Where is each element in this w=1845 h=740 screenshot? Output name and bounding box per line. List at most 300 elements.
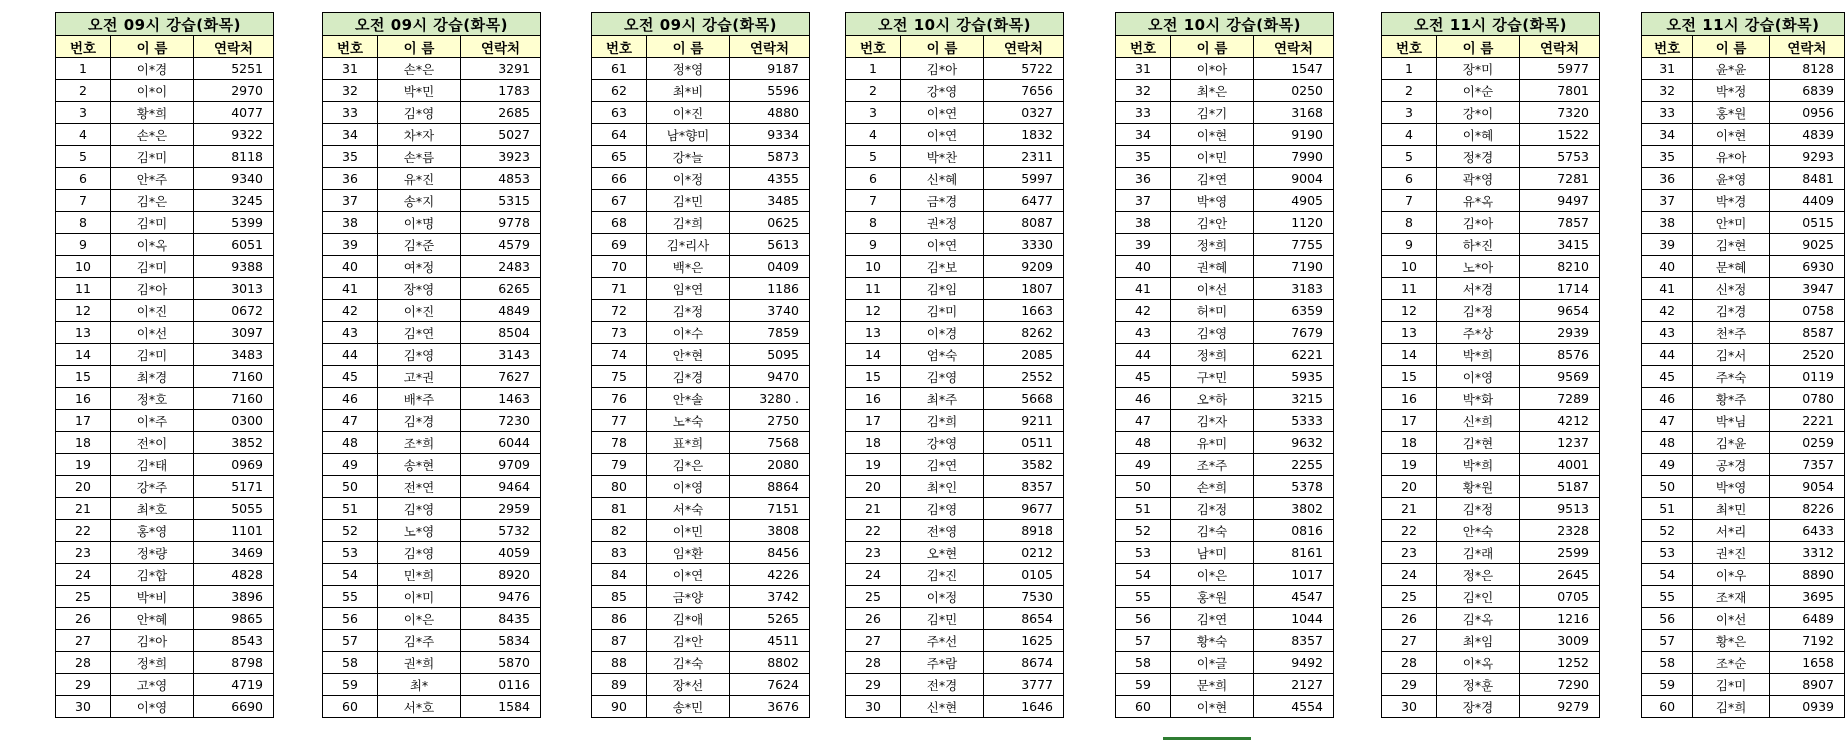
- member-name: 김*자: [1171, 410, 1254, 432]
- roster-table-3: [591, 12, 810, 718]
- table-row: [1642, 234, 1845, 256]
- member-phone: 5668: [984, 388, 1064, 410]
- table-row: [846, 696, 1064, 718]
- member-name: 이*연: [901, 234, 984, 256]
- table-row: [846, 432, 1064, 454]
- row-number: 37: [1642, 190, 1693, 212]
- member-name: 김*안: [1171, 212, 1254, 234]
- member-phone: 2255: [1254, 454, 1334, 476]
- member-name: 김*미: [111, 256, 194, 278]
- member-name: 김*영: [378, 344, 461, 366]
- member-phone: 3183: [1254, 278, 1334, 300]
- row-number: 17: [56, 410, 111, 432]
- row-number: 23: [846, 542, 901, 564]
- member-name: 이*현: [1171, 696, 1254, 718]
- member-phone: 1625: [984, 630, 1064, 652]
- member-name: 김*애: [647, 608, 730, 630]
- member-phone: 2959: [461, 498, 541, 520]
- member-name: 손*름: [378, 146, 461, 168]
- row-number: 18: [846, 432, 901, 454]
- table-row: [1382, 124, 1600, 146]
- row-number: 3: [1382, 102, 1437, 124]
- member-name: 김*연: [901, 454, 984, 476]
- table-row: [846, 300, 1064, 322]
- row-number: 90: [592, 696, 647, 718]
- member-name: 이*순: [1437, 80, 1520, 102]
- member-name: 김*경: [378, 410, 461, 432]
- table-row: [323, 652, 541, 674]
- member-name: 홍*원: [1171, 586, 1254, 608]
- table-row: [56, 388, 274, 410]
- member-phone: 3415: [1520, 234, 1600, 256]
- member-phone: 9211: [984, 410, 1064, 432]
- row-number: 43: [1642, 322, 1693, 344]
- table-row: [1382, 630, 1600, 652]
- row-number: 6: [1382, 168, 1437, 190]
- member-name: 최*경: [111, 366, 194, 388]
- member-name: 천*주: [1693, 322, 1769, 344]
- table-row: [1642, 146, 1845, 168]
- row-number: 25: [56, 586, 111, 608]
- member-name: 민*희: [378, 564, 461, 586]
- table-row: [323, 366, 541, 388]
- member-name: 이*경: [901, 322, 984, 344]
- row-number: 57: [1642, 630, 1693, 652]
- member-name: 김*영: [901, 498, 984, 520]
- member-phone: 8210: [1520, 256, 1600, 278]
- row-number: 73: [592, 322, 647, 344]
- table-row: [56, 696, 274, 718]
- member-name: 김*희: [901, 410, 984, 432]
- row-number: 19: [56, 454, 111, 476]
- member-phone: 1463: [461, 388, 541, 410]
- member-phone: 9476: [461, 586, 541, 608]
- row-number: 60: [1116, 696, 1171, 718]
- row-number: 16: [846, 388, 901, 410]
- table-row: [1382, 146, 1600, 168]
- table-row: [1642, 630, 1845, 652]
- member-name: 이*민: [1171, 146, 1254, 168]
- row-number: 36: [323, 168, 378, 190]
- row-number: 32: [1116, 80, 1171, 102]
- row-number: 4: [1382, 124, 1437, 146]
- table-row: [323, 212, 541, 234]
- row-number: 44: [323, 344, 378, 366]
- row-number: 56: [1642, 608, 1693, 630]
- header-name: 이 름: [901, 36, 984, 58]
- member-phone: 5333: [1254, 410, 1334, 432]
- table-title: 오전 09시 강습(화목): [323, 13, 541, 36]
- row-number: 77: [592, 410, 647, 432]
- member-name: 주*람: [901, 652, 984, 674]
- member-phone: 8890: [1769, 564, 1844, 586]
- member-name: 김*정: [1437, 300, 1520, 322]
- row-number: 56: [323, 608, 378, 630]
- table-row: [846, 410, 1064, 432]
- member-phone: 9340: [194, 168, 274, 190]
- member-name: 이*영: [647, 476, 730, 498]
- member-phone: 7281: [1520, 168, 1600, 190]
- member-phone: 5251: [194, 58, 274, 80]
- member-phone: 2127: [1254, 674, 1334, 696]
- table-row: [1116, 630, 1334, 652]
- member-name: 안*미: [1693, 212, 1769, 234]
- member-name: 김*은: [111, 190, 194, 212]
- member-name: 박*정: [1693, 80, 1769, 102]
- table-row: [56, 58, 274, 80]
- member-name: 김*희: [647, 212, 730, 234]
- member-phone: 8357: [1254, 630, 1334, 652]
- table-row: [1116, 344, 1334, 366]
- row-number: 47: [1642, 410, 1693, 432]
- row-number: 40: [1116, 256, 1171, 278]
- member-phone: 3695: [1769, 586, 1844, 608]
- row-number: 34: [1116, 124, 1171, 146]
- table-row: [323, 388, 541, 410]
- row-number: 1: [846, 58, 901, 80]
- row-number: 22: [56, 520, 111, 542]
- table-row: [846, 212, 1064, 234]
- member-name: 권*진: [1693, 542, 1769, 564]
- table-row: [323, 542, 541, 564]
- member-phone: 4853: [461, 168, 541, 190]
- member-name: 강*영: [901, 80, 984, 102]
- member-phone: 3896: [194, 586, 274, 608]
- member-phone: 1186: [730, 278, 810, 300]
- member-phone: 3808: [730, 520, 810, 542]
- row-number: 21: [56, 498, 111, 520]
- member-name: 김*진: [901, 564, 984, 586]
- member-name: 이*진: [647, 102, 730, 124]
- member-phone: 8456: [730, 542, 810, 564]
- member-phone: 9004: [1254, 168, 1334, 190]
- member-name: 박*영: [1171, 190, 1254, 212]
- member-phone: 0212: [984, 542, 1064, 564]
- member-phone: 5977: [1520, 58, 1600, 80]
- table-row: [592, 190, 810, 212]
- row-number: 55: [323, 586, 378, 608]
- member-phone: 1663: [984, 300, 1064, 322]
- row-number: 36: [1642, 168, 1693, 190]
- row-number: 82: [592, 520, 647, 542]
- table-row: [846, 498, 1064, 520]
- table-row: [323, 322, 541, 344]
- table-row: [592, 410, 810, 432]
- member-name: 권*혜: [1171, 256, 1254, 278]
- row-number: 66: [592, 168, 647, 190]
- row-number: 8: [846, 212, 901, 234]
- header-phone: 연락처: [730, 36, 810, 58]
- member-name: 김*미: [901, 300, 984, 322]
- member-phone: 8543: [194, 630, 274, 652]
- member-name: 권*정: [901, 212, 984, 234]
- member-phone: 7656: [984, 80, 1064, 102]
- member-name: 김*현: [1437, 432, 1520, 454]
- member-name: 남*향미: [647, 124, 730, 146]
- row-number: 17: [1382, 410, 1437, 432]
- row-number: 49: [323, 454, 378, 476]
- member-name: 이*민: [647, 520, 730, 542]
- member-phone: 6690: [194, 696, 274, 718]
- member-phone: 5095: [730, 344, 810, 366]
- member-name: 이*옥: [111, 234, 194, 256]
- member-name: 김*서: [1693, 344, 1769, 366]
- member-name: 이*글: [1171, 652, 1254, 674]
- member-phone: 8918: [984, 520, 1064, 542]
- member-phone: 1237: [1520, 432, 1600, 454]
- row-number: 30: [1382, 696, 1437, 718]
- member-phone: 9025: [1769, 234, 1844, 256]
- row-number: 83: [592, 542, 647, 564]
- table-row: [846, 652, 1064, 674]
- row-number: 27: [846, 630, 901, 652]
- member-phone: 5870: [461, 652, 541, 674]
- header-name: 이 름: [1437, 36, 1520, 58]
- row-number: 19: [846, 454, 901, 476]
- table-row: [56, 630, 274, 652]
- member-phone: 5171: [194, 476, 274, 498]
- member-name: 김*경: [647, 366, 730, 388]
- member-name: 문*희: [1171, 674, 1254, 696]
- table-row: [323, 586, 541, 608]
- member-phone: 3582: [984, 454, 1064, 476]
- table-row: [323, 256, 541, 278]
- member-name: 안*솔: [647, 388, 730, 410]
- member-name: 김*미: [1693, 674, 1769, 696]
- member-name: 황*숙: [1171, 630, 1254, 652]
- row-number: 18: [1382, 432, 1437, 454]
- row-number: 35: [323, 146, 378, 168]
- member-name: 송*지: [378, 190, 461, 212]
- member-phone: 8907: [1769, 674, 1844, 696]
- member-phone: 5613: [730, 234, 810, 256]
- member-name: 노*영: [378, 520, 461, 542]
- member-phone: 8864: [730, 476, 810, 498]
- row-number: 22: [1382, 520, 1437, 542]
- table-row: [592, 520, 810, 542]
- member-name: 이*진: [378, 300, 461, 322]
- member-phone: 7679: [1254, 322, 1334, 344]
- member-name: 안*숙: [1437, 520, 1520, 542]
- member-name: 유*진: [378, 168, 461, 190]
- member-phone: 6265: [461, 278, 541, 300]
- table-row: [1642, 124, 1845, 146]
- header-phone: 연락처: [461, 36, 541, 58]
- roster-table-5: [1115, 12, 1334, 718]
- member-phone: 4077: [194, 102, 274, 124]
- row-number: 19: [1382, 454, 1437, 476]
- member-phone: 7289: [1520, 388, 1600, 410]
- row-number: 8: [56, 212, 111, 234]
- row-number: 30: [846, 696, 901, 718]
- row-number: 3: [846, 102, 901, 124]
- row-number: 52: [1642, 520, 1693, 542]
- table-row: [323, 124, 541, 146]
- row-number: 14: [1382, 344, 1437, 366]
- table-row: [56, 520, 274, 542]
- member-name: 이*정: [901, 586, 984, 608]
- member-name: 여*정: [378, 256, 461, 278]
- table-row: [1116, 190, 1334, 212]
- member-phone: 3777: [984, 674, 1064, 696]
- row-number: 40: [323, 256, 378, 278]
- row-number: 17: [846, 410, 901, 432]
- member-name: 안*현: [647, 344, 730, 366]
- member-name: 송*민: [647, 696, 730, 718]
- member-phone: 4547: [1254, 586, 1334, 608]
- member-name: 손*은: [378, 58, 461, 80]
- table-row: [846, 256, 1064, 278]
- row-number: 31: [323, 58, 378, 80]
- row-number: 68: [592, 212, 647, 234]
- member-phone: 9497: [1520, 190, 1600, 212]
- member-phone: 2970: [194, 80, 274, 102]
- member-phone: 8435: [461, 608, 541, 630]
- table-row: [592, 102, 810, 124]
- table-row: [1382, 366, 1600, 388]
- table-row: [56, 212, 274, 234]
- table-row: [1116, 278, 1334, 300]
- row-number: 58: [1116, 652, 1171, 674]
- member-phone: 5997: [984, 168, 1064, 190]
- member-phone: 2080: [730, 454, 810, 476]
- member-name: 최*민: [1693, 498, 1769, 520]
- member-name: 안*주: [111, 168, 194, 190]
- row-number: 50: [323, 476, 378, 498]
- member-phone: 6839: [1769, 80, 1844, 102]
- member-phone: 9778: [461, 212, 541, 234]
- header-number: 번호: [1382, 36, 1437, 58]
- row-number: 21: [846, 498, 901, 520]
- table-row: [1116, 432, 1334, 454]
- row-number: 53: [1116, 542, 1171, 564]
- table-row: [323, 410, 541, 432]
- table-row: [1642, 476, 1845, 498]
- member-phone: 4905: [1254, 190, 1334, 212]
- member-name: 장*선: [647, 674, 730, 696]
- member-phone: 5399: [194, 212, 274, 234]
- row-number: 33: [323, 102, 378, 124]
- member-name: 홍*영: [111, 520, 194, 542]
- table-row: [1382, 102, 1600, 124]
- table-row: [1382, 344, 1600, 366]
- member-phone: 1017: [1254, 564, 1334, 586]
- table-row: [56, 168, 274, 190]
- table-row: [1116, 168, 1334, 190]
- member-name: 유*옥: [1437, 190, 1520, 212]
- member-name: 박*희: [1437, 344, 1520, 366]
- table-row: [846, 80, 1064, 102]
- table-row: [1116, 476, 1334, 498]
- table-row: [846, 168, 1064, 190]
- member-phone: 9190: [1254, 124, 1334, 146]
- row-number: 31: [1642, 58, 1693, 80]
- roster-table-2: [322, 12, 541, 718]
- header-number: 번호: [592, 36, 647, 58]
- row-number: 81: [592, 498, 647, 520]
- member-phone: 3740: [730, 300, 810, 322]
- table-row: [846, 190, 1064, 212]
- row-number: 18: [56, 432, 111, 454]
- member-name: 전*이: [111, 432, 194, 454]
- member-phone: 0511: [984, 432, 1064, 454]
- row-number: 49: [1116, 454, 1171, 476]
- member-phone: 5055: [194, 498, 274, 520]
- member-phone: 9054: [1769, 476, 1844, 498]
- member-phone: 1714: [1520, 278, 1600, 300]
- row-number: 53: [323, 542, 378, 564]
- member-phone: 3852: [194, 432, 274, 454]
- member-name: 정*영: [647, 58, 730, 80]
- row-number: 11: [846, 278, 901, 300]
- row-number: 12: [56, 300, 111, 322]
- member-name: 김*안: [647, 630, 730, 652]
- member-phone: 0625: [730, 212, 810, 234]
- table-row: [1642, 432, 1845, 454]
- member-phone: 8357: [984, 476, 1064, 498]
- member-name: 이*영: [1437, 366, 1520, 388]
- table-row: [323, 58, 541, 80]
- member-phone: 0105: [984, 564, 1064, 586]
- table-row: [592, 652, 810, 674]
- member-name: 이*영: [111, 696, 194, 718]
- member-name: 유*아: [1693, 146, 1769, 168]
- member-name: 장*미: [1437, 58, 1520, 80]
- member-phone: 8481: [1769, 168, 1844, 190]
- table-row: [1642, 366, 1845, 388]
- row-number: 33: [1116, 102, 1171, 124]
- row-number: 27: [56, 630, 111, 652]
- table-row: [846, 58, 1064, 80]
- member-name: 최*주: [901, 388, 984, 410]
- member-phone: 3312: [1769, 542, 1844, 564]
- member-phone: 6051: [194, 234, 274, 256]
- header-phone: 연락처: [1254, 36, 1334, 58]
- member-phone: 9464: [461, 476, 541, 498]
- member-phone: 1783: [461, 80, 541, 102]
- table-row: [592, 454, 810, 476]
- row-number: 42: [1642, 300, 1693, 322]
- table-row: [846, 322, 1064, 344]
- row-number: 26: [846, 608, 901, 630]
- table-row: [1382, 80, 1600, 102]
- member-name: 황*원: [1437, 476, 1520, 498]
- member-phone: 5265: [730, 608, 810, 630]
- member-name: 장*경: [1437, 696, 1520, 718]
- table-row: [1116, 256, 1334, 278]
- member-phone: 1807: [984, 278, 1064, 300]
- table-row: [1382, 58, 1600, 80]
- row-number: 65: [592, 146, 647, 168]
- member-name: 최*비: [647, 80, 730, 102]
- row-number: 86: [592, 608, 647, 630]
- table-row: [323, 696, 541, 718]
- table-row: [323, 146, 541, 168]
- member-name: 권*희: [378, 652, 461, 674]
- row-number: 51: [1116, 498, 1171, 520]
- table-row: [1116, 102, 1334, 124]
- member-name: 강*영: [901, 432, 984, 454]
- table-row: [1382, 234, 1600, 256]
- member-phone: 3097: [194, 322, 274, 344]
- member-phone: 7230: [461, 410, 541, 432]
- row-number: 52: [1116, 520, 1171, 542]
- table-row: [323, 80, 541, 102]
- member-name: 이*명: [378, 212, 461, 234]
- row-number: 2: [1382, 80, 1437, 102]
- table-row: [56, 410, 274, 432]
- member-phone: 8128: [1769, 58, 1844, 80]
